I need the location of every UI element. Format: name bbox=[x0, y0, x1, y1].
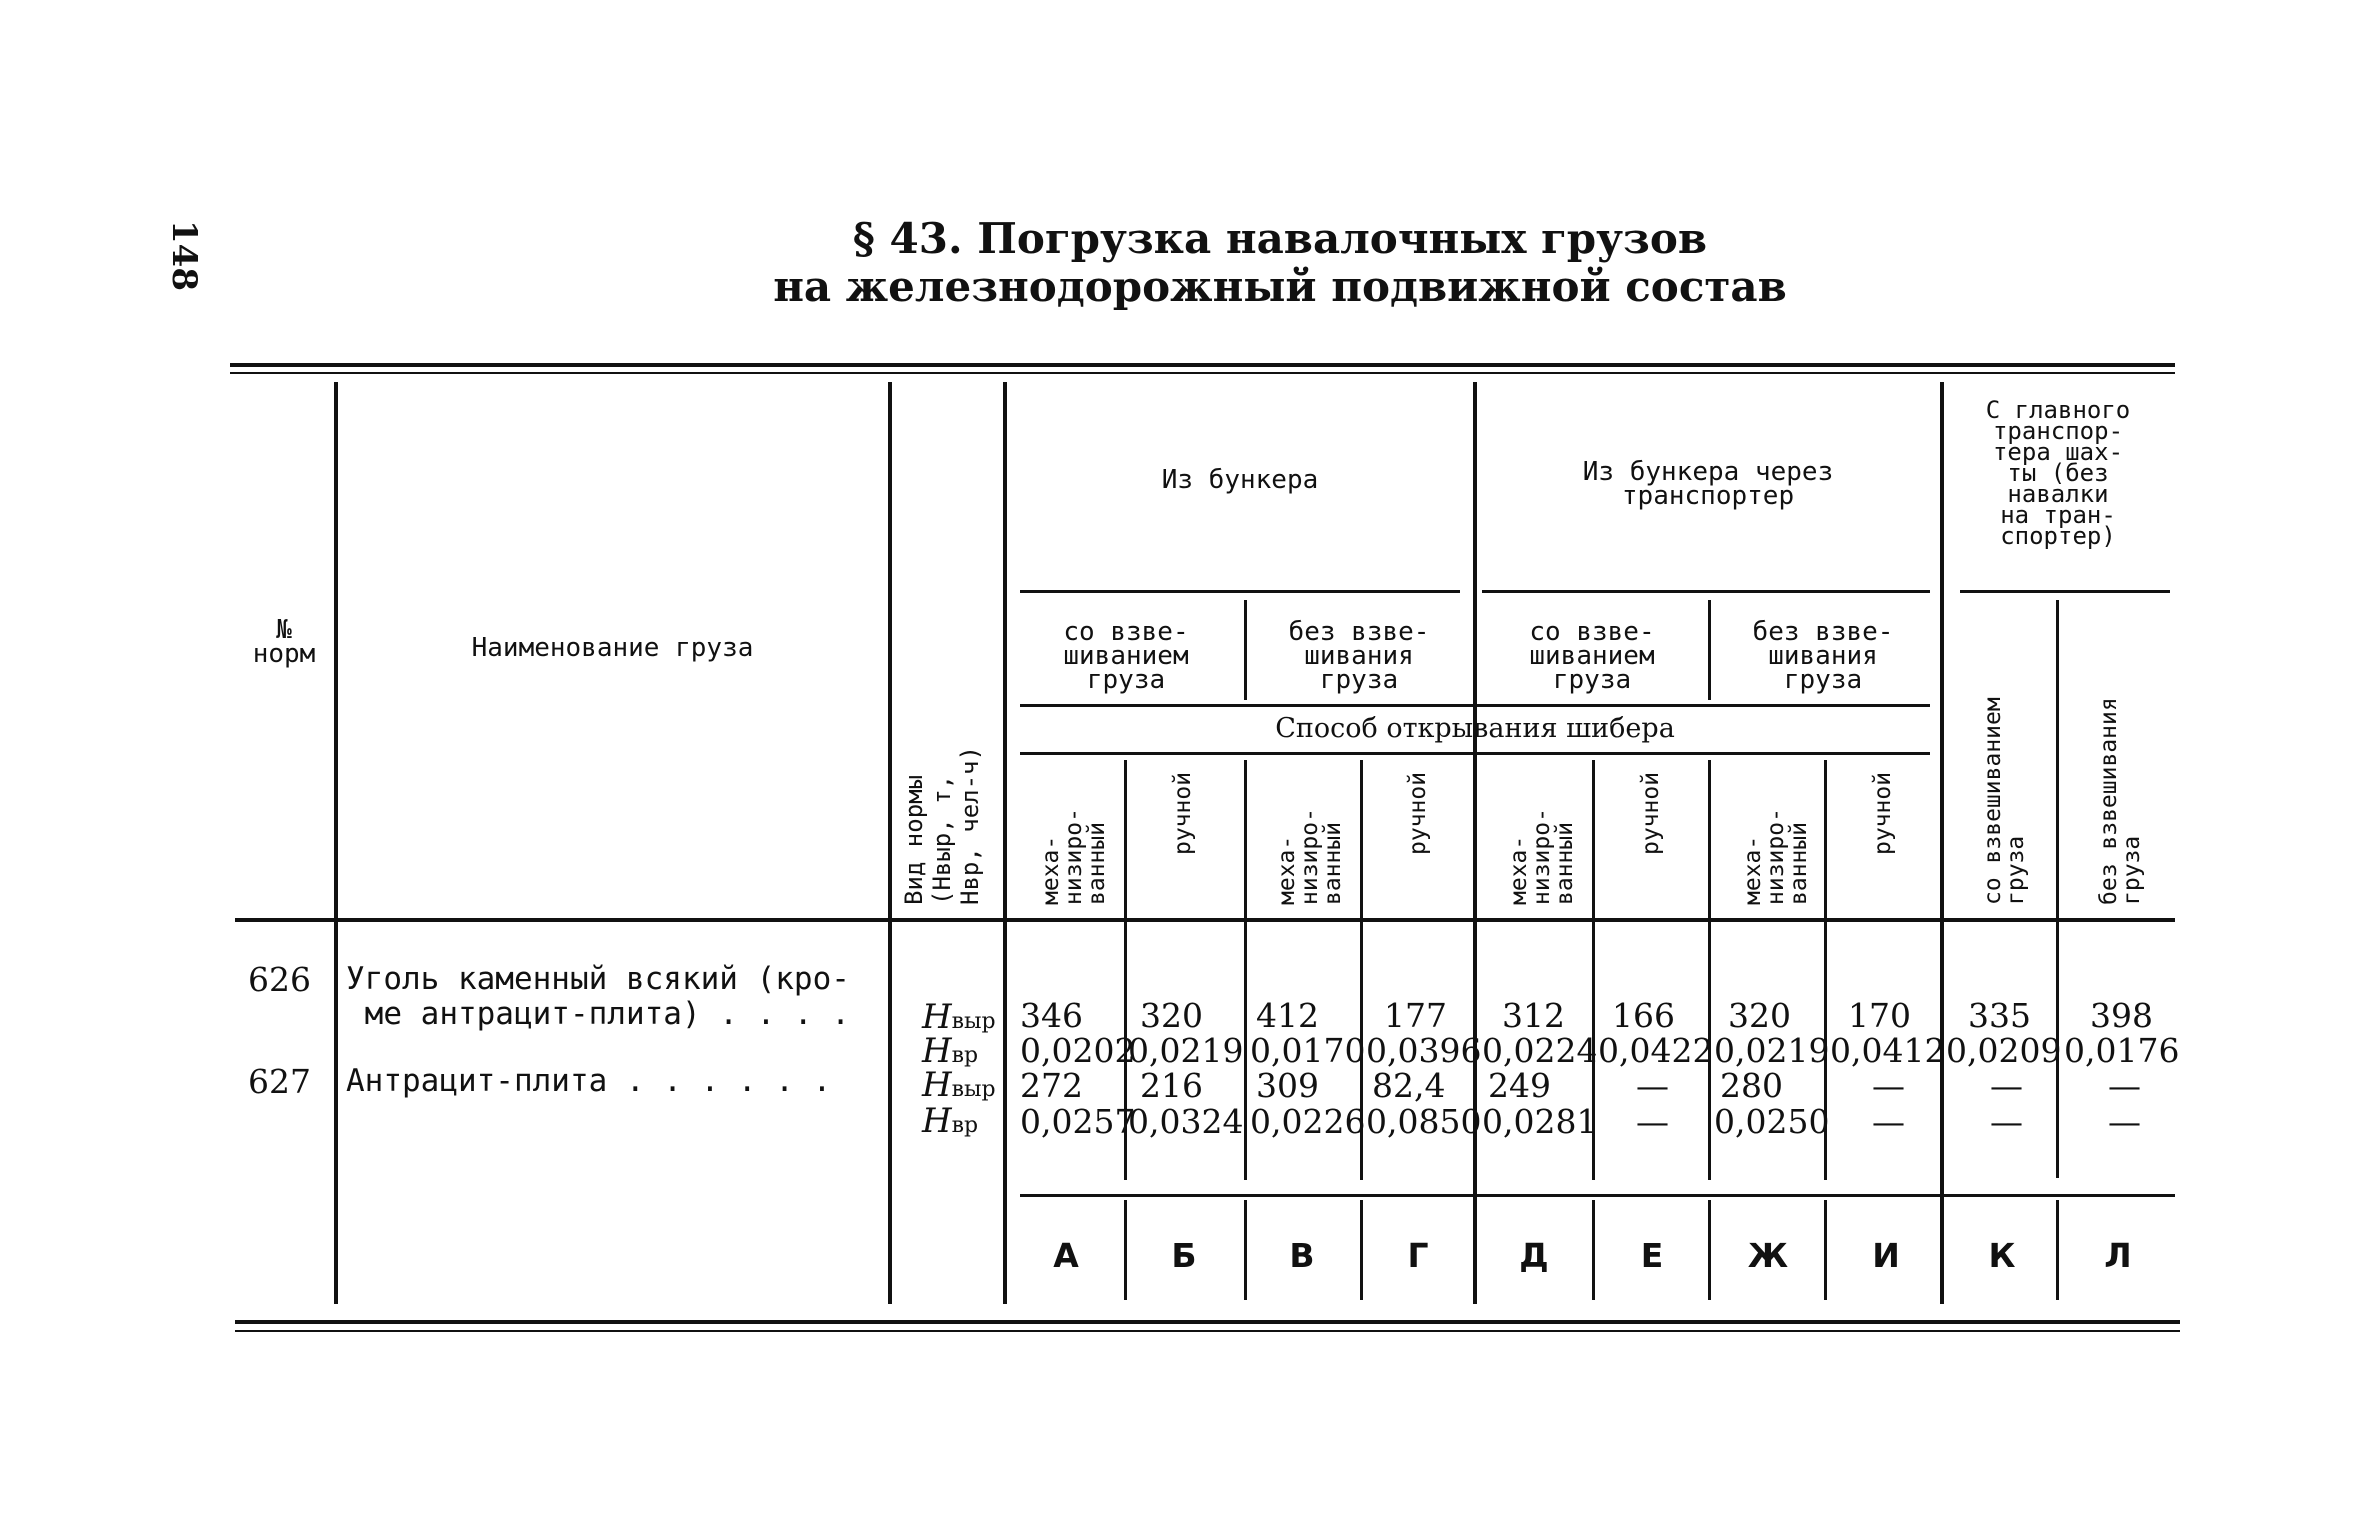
cell-626-1-V: 412 bbox=[1256, 996, 1319, 1035]
letter-V: В bbox=[1289, 1236, 1315, 1275]
hdr-sub-divider-1 bbox=[1244, 600, 1247, 700]
letter-col-line-2 bbox=[1244, 1200, 1247, 1300]
hdr-sub-divider-2 bbox=[1708, 600, 1711, 700]
header-shutter-method: Способ открывания шибера bbox=[1275, 713, 1675, 744]
col-divider-name bbox=[888, 382, 892, 1304]
cell-627-2-V: 0,0226 bbox=[1250, 1102, 1366, 1141]
cell-627-2-A: 0,0257 bbox=[1020, 1102, 1136, 1141]
letter-col-line-3 bbox=[1360, 1200, 1363, 1300]
cell-627-1-L: — bbox=[2108, 1066, 2141, 1105]
data-col-line-6 bbox=[1708, 760, 1711, 1180]
header-mechanized-4: меха- низиро- ванный bbox=[1740, 808, 1812, 905]
shutter-line bbox=[1020, 752, 1930, 755]
cell-627-2-D: 0,0281 bbox=[1482, 1102, 1598, 1141]
cell-626-1-E: 166 bbox=[1612, 996, 1675, 1035]
header-from-bunker: Из бункера bbox=[1161, 465, 1319, 495]
header-num: № норм bbox=[252, 615, 316, 669]
header-without-weighing-1: без взве- шивания груза bbox=[1288, 617, 1430, 695]
col-divider-num bbox=[334, 382, 338, 1304]
header-with-weighing-2: со взве- шиванием груза bbox=[1529, 617, 1655, 695]
cell-627-1-D: 249 bbox=[1488, 1066, 1551, 1105]
cell-627-2-G: 0,0850 bbox=[1366, 1102, 1482, 1141]
cell-626-1-G: 177 bbox=[1384, 996, 1447, 1035]
cell-626-1-I: 170 bbox=[1848, 996, 1911, 1035]
cell-627-1-Zh: 280 bbox=[1720, 1066, 1783, 1105]
data-col-line-2 bbox=[1244, 760, 1247, 1180]
cell-627-1-B: 216 bbox=[1140, 1066, 1203, 1105]
page-title bbox=[600, 215, 1960, 311]
col-divider-bunker bbox=[1473, 382, 1477, 1304]
cell-626-1-A: 346 bbox=[1020, 996, 1083, 1035]
letter-col-line-7 bbox=[1824, 1200, 1827, 1300]
cell-627-2-L: — bbox=[2108, 1102, 2141, 1141]
cell-627-1-A: 272 bbox=[1020, 1066, 1083, 1105]
header-mechanized-2: меха- низиро- ванный bbox=[1274, 808, 1346, 905]
row-626-num: 626 bbox=[248, 960, 311, 999]
top-rule bbox=[230, 363, 2175, 367]
cell-627-1-G: 82,4 bbox=[1372, 1066, 1446, 1105]
cell-627-2-K: — bbox=[1990, 1102, 2023, 1141]
row-627-name-line-1: Антрацит-плита . . . . . . bbox=[346, 1063, 832, 1099]
subgroup-line bbox=[1020, 704, 1930, 707]
cell-627-1-K: — bbox=[1990, 1066, 2023, 1105]
cell-626-2-Zh: 0,0219 bbox=[1714, 1031, 1830, 1070]
header-manual-4: ручной bbox=[1870, 771, 1896, 855]
cell-626-2-B: 0,0219 bbox=[1128, 1031, 1244, 1070]
header-with-weighing-v: со взвешиванием груза bbox=[1980, 697, 2029, 905]
letter-E: Е bbox=[1640, 1236, 1664, 1275]
header-without-weighing-v: без взвешивания груза bbox=[2096, 697, 2145, 905]
letter-col-line-9 bbox=[2056, 1200, 2059, 1300]
cell-627-2-Zh: 0,0250 bbox=[1714, 1102, 1830, 1141]
page-number: 148 bbox=[164, 220, 204, 291]
letter-A: А bbox=[1053, 1236, 1079, 1275]
header-from-bunker-transporter: Из бункера через транспортер bbox=[1582, 457, 1834, 511]
col-divider-transporter bbox=[1940, 382, 1944, 1304]
letter-B: Б bbox=[1171, 1236, 1197, 1275]
header-name: Наименование груза bbox=[471, 633, 754, 663]
header-manual-2: ручной bbox=[1405, 771, 1431, 855]
cell-626-2-I: 0,0412 bbox=[1830, 1031, 1946, 1070]
letter-L: Л bbox=[2104, 1236, 2132, 1275]
cell-627-2-E: — bbox=[1636, 1102, 1669, 1141]
letter-G: Г bbox=[1407, 1236, 1429, 1275]
cell-626-1-B: 320 bbox=[1140, 996, 1203, 1035]
cell-626-2-E: 0,0422 bbox=[1598, 1031, 1714, 1070]
group-line-1 bbox=[1020, 590, 1460, 593]
header-rule bbox=[235, 918, 2175, 922]
cell-626-1-K: 335 bbox=[1968, 996, 2031, 1035]
row-627-kind-2: Hвр bbox=[922, 1101, 979, 1141]
letter-D: Д bbox=[1519, 1236, 1549, 1275]
cell-626-2-L: 0,0176 bbox=[2064, 1031, 2180, 1070]
row-626-kind-1: Hвыр bbox=[922, 997, 996, 1037]
letter-I: И bbox=[1872, 1236, 1900, 1275]
cell-626-2-K: 0,0209 bbox=[1946, 1031, 2062, 1070]
header-from-main-transporter: С главного транспор- тера шах- ты (без навалки на тран- спортер) bbox=[1985, 396, 2131, 550]
group-line-3 bbox=[1960, 590, 2170, 593]
row-627-kind-1: Hвыр bbox=[922, 1065, 996, 1105]
cell-627-1-V: 309 bbox=[1256, 1066, 1319, 1105]
cell-626-2-D: 0,0224 bbox=[1482, 1031, 1598, 1070]
letter-Zh: Ж bbox=[1747, 1236, 1789, 1275]
row-626-name-line-1: Уголь каменный всякий (кро- bbox=[346, 961, 850, 997]
cell-627-1-I: — bbox=[1872, 1066, 1905, 1105]
header-manual-1: ручной bbox=[1170, 771, 1196, 855]
title-line-2: на железнодорожный подвижной состав bbox=[773, 262, 1787, 311]
header-manual-3: ручной bbox=[1638, 771, 1664, 855]
bottom-rule-2 bbox=[235, 1330, 2180, 1332]
cell-626-2-A: 0,0202 bbox=[1020, 1031, 1136, 1070]
letter-row-line bbox=[1020, 1194, 2175, 1197]
row-626-name-line-2: ме антрацит-плита) . . . . bbox=[346, 996, 850, 1032]
cell-626-2-V: 0,0170 bbox=[1250, 1031, 1366, 1070]
cell-627-2-B: 0,0324 bbox=[1128, 1102, 1244, 1141]
letter-K: К bbox=[1988, 1236, 2016, 1275]
col-divider-kind bbox=[1003, 382, 1007, 1304]
cell-626-1-Zh: 320 bbox=[1728, 996, 1791, 1035]
cell-627-2-I: — bbox=[1872, 1102, 1905, 1141]
header-without-weighing-2: без взве- шивания груза bbox=[1752, 617, 1894, 695]
header-mechanized-1: меха- низиро- ванный bbox=[1038, 808, 1110, 905]
header-with-weighing-1: со взве- шиванием груза bbox=[1063, 617, 1189, 695]
cell-626-1-D: 312 bbox=[1502, 996, 1565, 1035]
hdr-sub-divider-3 bbox=[2056, 600, 2059, 918]
letter-col-line-5 bbox=[1592, 1200, 1595, 1300]
row-627-num: 627 bbox=[248, 1062, 311, 1101]
header-kind: Вид нормы (Hвыр, т, Hвр, чел-ч) bbox=[900, 746, 984, 905]
group-line-2 bbox=[1482, 590, 1930, 593]
header-mechanized-3: меха- низиро- ванный bbox=[1506, 808, 1578, 905]
bottom-rule bbox=[235, 1320, 2180, 1324]
cell-627-1-E: — bbox=[1636, 1066, 1669, 1105]
cell-626-2-G: 0,0396 bbox=[1366, 1031, 1482, 1070]
row-626-kind-2: Hвр bbox=[922, 1031, 979, 1071]
cell-626-1-L: 398 bbox=[2090, 996, 2153, 1035]
letter-col-line-1 bbox=[1124, 1200, 1127, 1300]
letter-col-line-6 bbox=[1708, 1200, 1711, 1300]
top-rule-2 bbox=[230, 372, 2175, 374]
title-line-1: § 43. Погрузка навалочных грузов bbox=[852, 214, 1708, 263]
